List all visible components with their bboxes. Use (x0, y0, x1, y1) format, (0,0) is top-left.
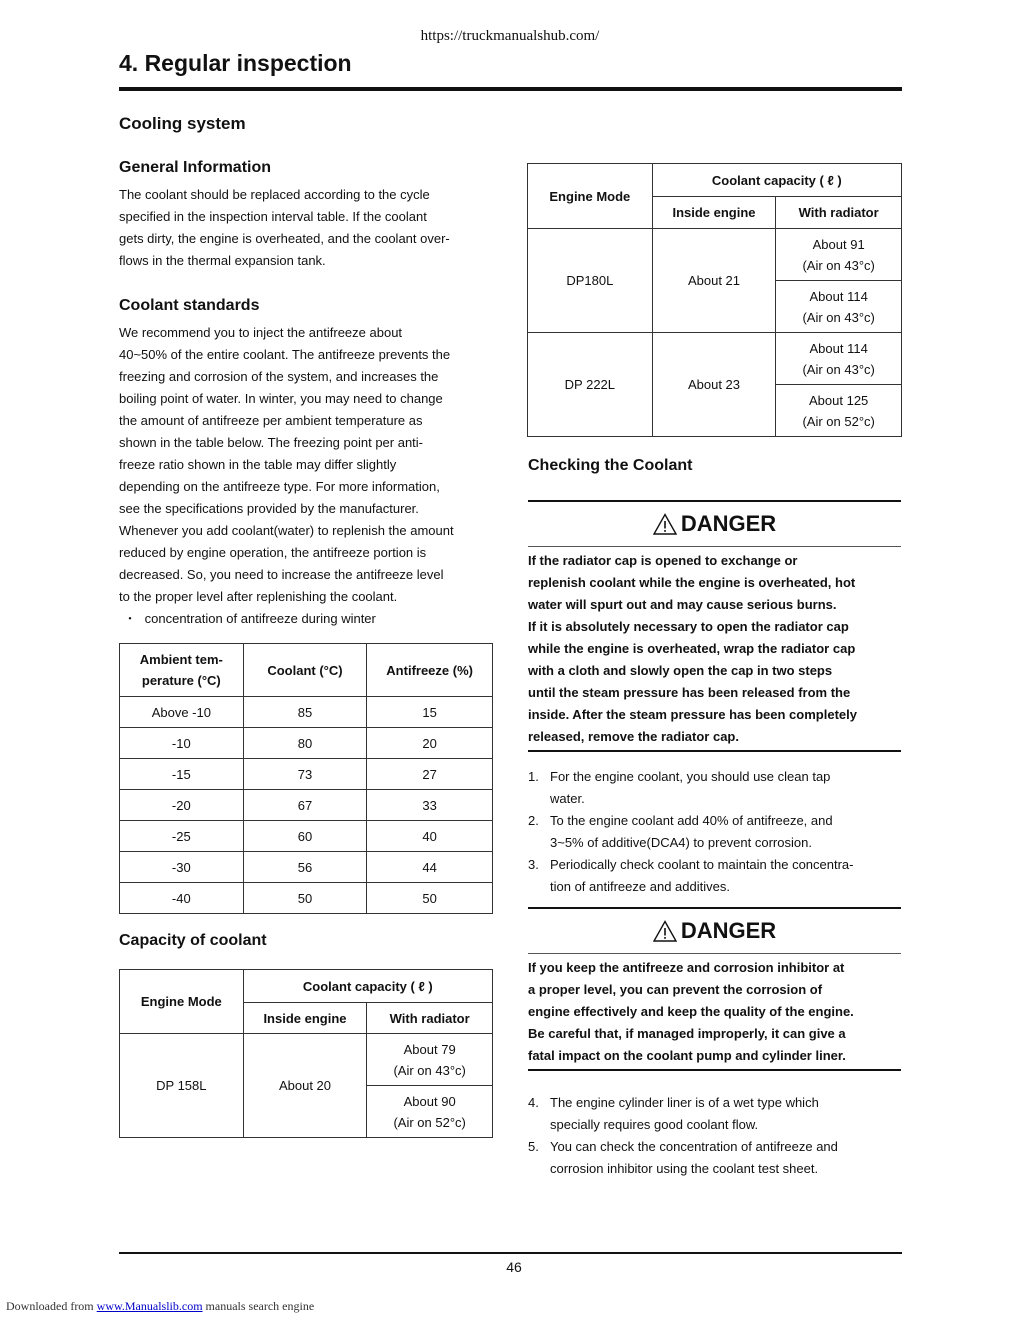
text-line: Periodically check coolant to maintain the concentra- (550, 857, 854, 872)
manualslib-link[interactable]: www.Manualslib.com (96, 1299, 203, 1313)
engine-model-cell: DP 222L (528, 333, 653, 437)
list-number: 1. (528, 769, 539, 784)
table-row (120, 697, 493, 728)
list-text (550, 766, 830, 810)
inside-engine-cell: About 20 (243, 1034, 367, 1138)
table-cell: 33 (367, 790, 493, 821)
text-line: specially requires good coolant flow. (550, 1117, 759, 1132)
table-row (120, 759, 493, 790)
list-number: 4. (528, 1095, 539, 1110)
radiator-condition: (Air on 52°c) (802, 413, 875, 429)
table-cell: 20 (367, 728, 493, 759)
table-cell: 27 (367, 759, 493, 790)
download-credit (6, 1299, 314, 1314)
table-header-row (120, 644, 493, 697)
coolant-standards-text (119, 322, 499, 630)
general-info-heading: General Information (119, 159, 272, 176)
radiator-condition: (Air on 52°c) (393, 1114, 466, 1130)
text-line: depending on the antifreeze type. For more information, (119, 479, 440, 494)
list-item (528, 1092, 903, 1136)
text-line: If the radiator cap is opened to exchange or (528, 553, 798, 568)
header-ambient-temp (120, 644, 244, 697)
danger-text (528, 547, 901, 750)
bullet-mark: ・ (123, 611, 137, 626)
text-line: water. (550, 791, 585, 806)
table-cell: 80 (243, 728, 367, 759)
text-line: Be careful that, if managed improperly, it can give a (528, 1026, 846, 1041)
text-line: If you keep the antifreeze and corrosion inhibitor at (528, 960, 845, 975)
radiator-condition: (Air on 43°c) (802, 361, 875, 377)
text-line: 3~5% of additive(DCA4) to prevent corrosion. (550, 835, 812, 850)
bullet-item (119, 608, 499, 630)
list-text (550, 810, 833, 854)
text-line: the amount of antifreeze per ambient temperature as (119, 413, 423, 428)
text-line: The coolant should be replaced according to the cycle (119, 187, 430, 202)
table-cell: 67 (243, 790, 367, 821)
table-cell: -10 (120, 728, 244, 759)
danger-text (528, 954, 901, 1069)
header-inside-engine: Inside engine (243, 1003, 367, 1034)
text-line: gets dirty, the engine is overheated, and the coolant over- (119, 231, 450, 246)
table-row (120, 1034, 493, 1086)
radiator-cell (367, 1034, 493, 1086)
header-engine-mode: Engine Mode (528, 164, 653, 229)
text-line: If it is absolutely necessary to open the radiator cap (528, 619, 849, 634)
text-line: freezing and corrosion of the system, and increases the (119, 369, 439, 384)
radiator-cell (776, 229, 902, 281)
text-line: specified in the inspection interval table. If the coolant (119, 209, 427, 224)
header-coolant-capacity: Coolant capacity ( ℓ ) (652, 164, 901, 197)
table-cell: -25 (120, 821, 244, 852)
header-antifreeze: Antifreeze (%) (367, 644, 493, 697)
table-row (528, 229, 902, 281)
table-header-row (528, 164, 902, 197)
text-line: engine effectively and keep the quality of the engine. (528, 1004, 854, 1019)
capacity-table-dp158 (119, 969, 493, 1138)
table-cell: -40 (120, 883, 244, 914)
table-row (120, 852, 493, 883)
header-with-radiator: With radiator (776, 197, 902, 229)
list-number: 5. (528, 1139, 539, 1154)
radiator-value: About 91 (812, 236, 865, 252)
header-coolant: Coolant (°C) (243, 644, 367, 697)
list-item (528, 854, 903, 898)
table-cell: 73 (243, 759, 367, 790)
list-number: 2. (528, 813, 539, 828)
danger-notice-radiator-cap (528, 500, 901, 752)
credit-suffix: manuals search engine (202, 1299, 315, 1313)
radiator-condition: (Air on 43°c) (393, 1062, 466, 1078)
header-with-radiator: With radiator (367, 1003, 493, 1034)
table-cell: -30 (120, 852, 244, 883)
table-cell: 50 (367, 883, 493, 914)
text-line: freeze ratio shown in the table may differ slightly (119, 457, 397, 472)
header-coolant-capacity: Coolant capacity ( ℓ ) (243, 970, 492, 1003)
table-cell: Above -10 (120, 697, 244, 728)
engine-model-cell: DP180L (528, 229, 653, 333)
checking-coolant-heading: Checking the Coolant (528, 457, 693, 474)
general-info-text (119, 184, 499, 272)
text-line: reduced by engine operation, the antifreeze portion is (119, 545, 427, 560)
capacity-heading: Capacity of coolant (119, 932, 267, 949)
text-line: while the engine is overheated, wrap the radiator cap (528, 641, 856, 656)
table-cell: 85 (243, 697, 367, 728)
text-line: boiling point of water. In winter, you may need to change (119, 391, 443, 406)
radiator-cell (776, 281, 902, 333)
table-row (528, 333, 902, 385)
text-line: tion of antifreeze and additives. (550, 879, 730, 894)
coolant-steps-list (528, 766, 903, 898)
text-line: fatal impact on the coolant pump and cylinder liner. (528, 1048, 846, 1063)
table-cell: 60 (243, 821, 367, 852)
capacity-table-dp180-dp222 (527, 163, 902, 437)
table-row (120, 821, 493, 852)
text-line: The engine cylinder liner is of a wet type which (550, 1095, 819, 1110)
footer-divider (119, 1252, 902, 1254)
text-line: decreased. So, you need to increase the antifreeze level (119, 567, 444, 582)
radiator-condition: (Air on 43°c) (802, 309, 875, 325)
list-text (550, 854, 854, 898)
radiator-value: About 114 (809, 340, 868, 356)
list-number: 3. (528, 857, 539, 872)
danger-header (528, 909, 901, 954)
header-engine-mode: Engine Mode (120, 970, 244, 1034)
table-cell: -15 (120, 759, 244, 790)
text-line: to the proper level after replenishing the coolant. (119, 589, 398, 604)
antifreeze-table (119, 643, 493, 914)
text-line: until the steam pressure has been released from the (528, 685, 851, 700)
table-row (120, 790, 493, 821)
coolant-standards-heading: Coolant standards (119, 297, 260, 314)
table-cell: 40 (367, 821, 493, 852)
header-text: Ambient tem- (139, 652, 223, 667)
list-text (550, 1092, 819, 1136)
text-line: flows in the thermal expansion tank. (119, 253, 326, 268)
warning-triangle-icon (653, 920, 677, 942)
danger-title: DANGER (680, 918, 777, 943)
inside-engine-cell: About 21 (652, 229, 776, 333)
radiator-cell (367, 1086, 493, 1138)
credit-prefix: Downloaded from (6, 1299, 97, 1313)
text-line: water will spurt out and may cause serious burns. (528, 597, 837, 612)
radiator-cell (776, 333, 902, 385)
text-line: see the specifications provided by the manufacturer. (119, 501, 419, 516)
radiator-value: About 79 (403, 1041, 456, 1057)
table-cell: 56 (243, 852, 367, 883)
table-row (120, 883, 493, 914)
text-line: Whenever you add coolant(water) to replenish the amount (119, 523, 454, 538)
text-line: 40~50% of the entire coolant. The antifreeze prevents the (119, 347, 451, 362)
text-line: released, remove the radiator cap. (528, 729, 739, 744)
table-row (120, 728, 493, 759)
radiator-condition: (Air on 43°c) (802, 257, 875, 273)
section-title: Cooling system (119, 114, 246, 133)
table-cell: 15 (367, 697, 493, 728)
engine-model-cell: DP 158L (120, 1034, 244, 1138)
radiator-value: About 125 (809, 392, 869, 408)
radiator-value: About 114 (809, 288, 868, 304)
chapter-divider (119, 87, 902, 91)
danger-title: DANGER (680, 511, 777, 536)
text-line: with a cloth and slowly open the cap in two steps (528, 663, 833, 678)
page-number: 46 (506, 1259, 522, 1275)
text-line: shown in the table below. The freezing point per anti- (119, 435, 424, 450)
table-cell: 50 (243, 883, 367, 914)
text-line: For the engine coolant, you should use clean tap (550, 769, 831, 784)
text-line: corrosion inhibitor using the coolant test sheet. (550, 1161, 819, 1176)
header-inside-engine: Inside engine (652, 197, 776, 229)
inside-engine-cell: About 23 (652, 333, 776, 437)
table-cell: 44 (367, 852, 493, 883)
radiator-value: About 90 (403, 1093, 456, 1109)
warning-triangle-icon (653, 513, 677, 535)
header-text: perature (°C) (141, 673, 221, 688)
coolant-steps-list-continued (528, 1092, 903, 1180)
text-line: replenish coolant while the engine is overheated, hot (528, 575, 856, 590)
list-text (550, 1136, 838, 1180)
text-line: a proper level, you can prevent the corrosion of (528, 982, 823, 997)
text-line: We recommend you to inject the antifreeze about (119, 325, 403, 340)
list-item (528, 1136, 903, 1180)
source-url: https://truckmanualshub.com/ (420, 28, 600, 44)
table-header-row (120, 970, 493, 1003)
list-item (528, 766, 903, 810)
text-line: inside. After the steam pressure has been completely (528, 707, 857, 722)
text-line: You can check the concentration of antifreeze and (550, 1139, 838, 1154)
table-cell: -20 (120, 790, 244, 821)
radiator-cell (776, 385, 902, 437)
text-line: To the engine coolant add 40% of antifreeze, and (550, 813, 833, 828)
danger-header (528, 502, 901, 547)
bullet-text: concentration of antifreeze during winter (144, 611, 376, 626)
chapter-title: 4. Regular inspection (119, 50, 352, 76)
danger-notice-antifreeze (528, 907, 901, 1071)
list-item (528, 810, 903, 854)
